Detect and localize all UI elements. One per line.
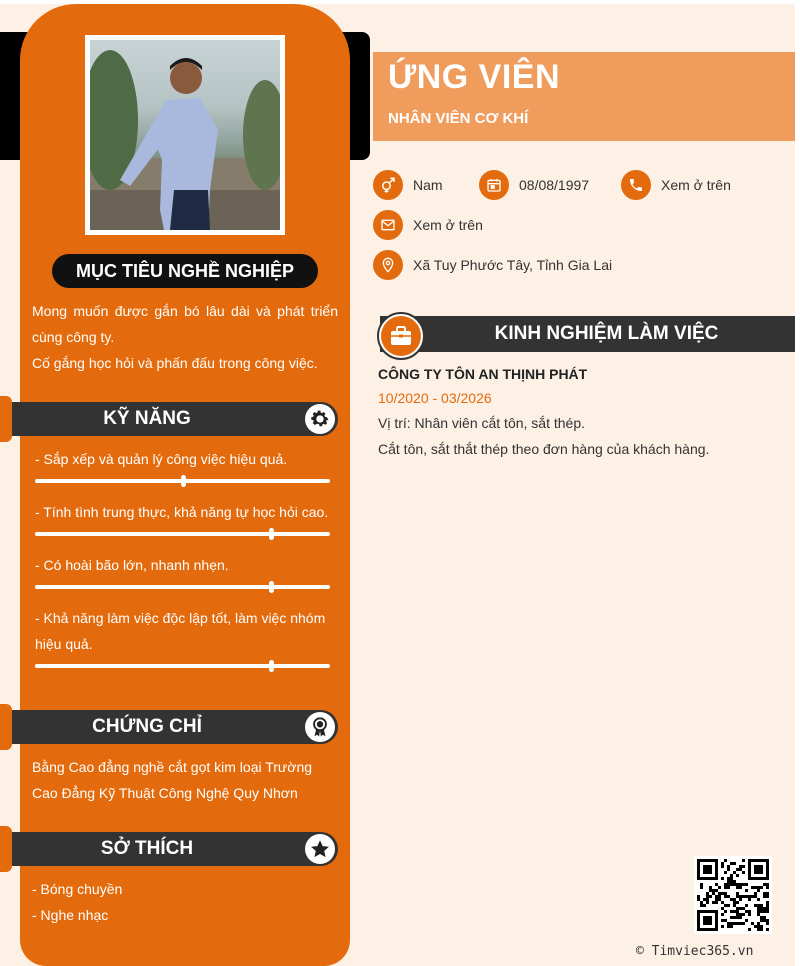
skill-knob (269, 581, 274, 593)
award-icon (305, 712, 335, 742)
location-pin-icon (373, 250, 403, 280)
skill-bar (35, 585, 330, 589)
skill-item: - Có hoài bão lớn, nhanh nhẹn. (35, 557, 229, 573)
gender-value: Nam (413, 177, 443, 193)
skills-title: KỸ NĂNG (103, 408, 191, 429)
gear-icon (305, 404, 335, 434)
gender-icon (373, 170, 403, 200)
certificates-title: CHỨNG CHỈ (92, 716, 202, 737)
skill-knob (181, 475, 186, 487)
experience-header (380, 316, 795, 352)
skill-bar (35, 664, 330, 668)
certificate-text: Bằng Cao đẳng nghề cắt gọt kim loại Trường Cao Đẳng Kỹ Thuật Công Nghệ Quy Nhơn (32, 759, 313, 801)
objective-text (32, 298, 338, 376)
hobby-item: - Nghe nhạc (32, 907, 109, 923)
address-value: Xã Tuy Phước Tây, Tỉnh Gia Lai (413, 257, 613, 273)
skill-bar (35, 532, 330, 536)
mail-icon (373, 210, 403, 240)
sidebar (20, 4, 350, 966)
cv-page (0, 4, 795, 966)
skill-item: - Tính tình trung thực, khả năng tự học hỏi cao. (35, 504, 329, 520)
hobbies-list (32, 876, 338, 928)
job-title: NHÂN VIÊN CƠ KHÍ (388, 110, 529, 127)
skill-knob (269, 528, 274, 540)
work-period: 10/2020 - 03/2026 (378, 390, 492, 406)
skill-bar (35, 479, 330, 483)
candidate-name: ỨNG VIÊN (388, 58, 561, 96)
skill-item: - Khả năng làm việc độc lập tốt, làm việc nhóm hiệu quả. (35, 610, 326, 652)
hobbies-title: SỞ THÍCH (100, 838, 194, 859)
skills-header (12, 402, 338, 436)
email-item (373, 210, 483, 240)
address-item (373, 250, 612, 280)
objective-title: MỤC TIÊU NGHỀ NGHIỆP (52, 254, 318, 288)
objective-line: Mong muốn được gắn bó lâu dài và phát triển cùng công ty. (32, 303, 338, 345)
position-text: Vị trí: Nhân viên cắt tôn, sắt thép. (378, 415, 585, 431)
certificates-header (12, 710, 338, 744)
qr-code (694, 856, 772, 934)
gender-item (373, 170, 443, 200)
email-value: Xem ở trên (413, 217, 483, 233)
birthday-item (479, 170, 589, 200)
star-icon (305, 834, 335, 864)
phone-item (621, 170, 731, 200)
avatar (85, 35, 285, 235)
phone-icon (621, 170, 651, 200)
birthday-value: 08/08/1997 (519, 177, 590, 193)
name-banner (373, 52, 795, 141)
hobby-item: - Bóng chuyền (32, 881, 123, 897)
profile-photo (90, 40, 280, 230)
company-name: CÔNG TY TÔN AN THỊNH PHÁT (378, 366, 588, 382)
experience-title: KINH NGHIỆM LÀM VIỆC (494, 323, 719, 344)
objective-line: Cố gắng học hỏi và phấn đấu trong công việc. (32, 355, 318, 371)
hobbies-header (12, 832, 338, 866)
copyright-text: © Timviec365.vn (636, 944, 754, 959)
skill-knob (269, 660, 274, 672)
briefcase-icon (377, 312, 425, 360)
calendar-icon (479, 170, 509, 200)
description-text: Cắt tôn, sắt thắt thép theo đơn hàng của khách hàng. (378, 441, 710, 457)
phone-value: Xem ở trên (661, 177, 731, 193)
skill-item: - Sắp xếp và quản lý công việc hiệu quả. (35, 451, 288, 467)
